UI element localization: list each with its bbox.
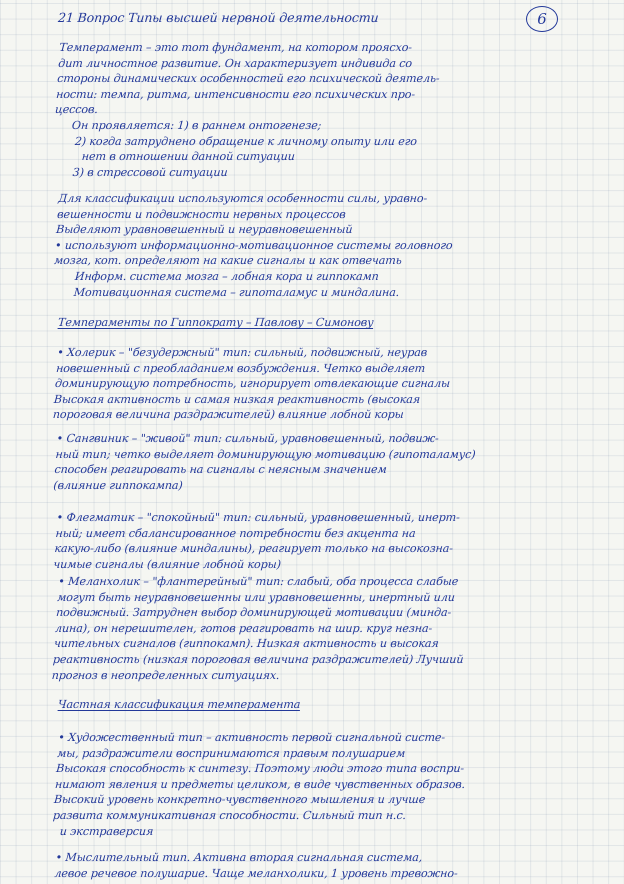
text-line: 2) когда затруднено обращение к личному опыту или его: [74, 134, 418, 148]
text-line: • Холерик – "безудержный" тип: сильный, подвижный, неурав: [56, 346, 428, 359]
text-line: новешенный с преобладанием возбуждения. Четко выделяет: [55, 361, 426, 375]
text-line: ный тип; четко выделяет доминирующую мотивацию (гипоталамус): [55, 447, 476, 461]
text-line: чимые сигналы (влияние лобной коры): [52, 557, 282, 571]
text-block: [0, 510, 624, 572]
text-line: Он проявляется: 1) в раннем онтогенезе;: [71, 118, 322, 132]
text-line: ности: темпа, ритма, интенсивности его психических про-: [55, 87, 416, 101]
text-line: • Флегматик – "спокойный" тип: сильный, уравновешенный, инерт-: [56, 511, 461, 524]
text-block: [0, 697, 624, 713]
text-line: мозга, кот. определяют на какие сигналы и как отвечать: [53, 254, 403, 268]
section-heading: Частная классификация темперамента: [57, 698, 301, 711]
text-line: Темперамент – это тот фундамент, на котором проясхо-: [58, 41, 413, 54]
text-line: (влияние гиппокампа): [52, 478, 184, 492]
text-line: вешенности и подвижности нервных процессов: [56, 207, 347, 221]
text-line: подвижный. Затруднен выбор доминирующей мотивации (минда-: [55, 606, 452, 620]
text-line: Высокая активность и самая низкая реактивность (высокая: [53, 392, 421, 406]
text-line: • Меланхолик – "флантерейный" тип: слабый, оба процесса слабые: [57, 575, 459, 588]
text-line: • Художественный тип – активность первой сигнальной систе-: [57, 731, 446, 744]
text-line: Выделяют уравновешенный и неуравновешенный: [55, 223, 353, 237]
text-line: стороны динамических особенностей его психической деятель-: [56, 72, 440, 86]
text-line: лина), он нерешителен, готов реагировать на шир. круг незна-: [54, 621, 433, 635]
text-line: чительных сигналов (гиппокамп). Низкая активность и высокая: [53, 637, 440, 651]
text-line: Для классификации используются особенности силы, уравно-: [57, 192, 428, 205]
text-line: • используют информационно-мотивационное системы головного: [54, 238, 453, 252]
text-line: прогноз в неопределенных ситуациях.: [51, 668, 280, 682]
text-line: Высокая способность к синтезу. Поэтому люди этого типа воспри-: [55, 762, 465, 776]
text-line: способен реагировать на сигналы с неясным значением: [54, 463, 388, 477]
text-line: • Мыслительный тип. Активна вторая сигнальная система,: [55, 851, 423, 864]
text-line: Высокий уровень конкретно-чувственного мышления и лучше: [53, 793, 426, 807]
text-line: и экстраверсия: [59, 824, 154, 838]
text-line: ный; имеет сбалансированное потребности без акцента на: [55, 526, 416, 540]
text-line: нимают явления и предметы целиком, в виде чувственных образов.: [54, 777, 466, 791]
text-block: [0, 191, 624, 300]
text-line: нет в отношении данной ситуации: [81, 150, 296, 164]
text-line: Мотивационная система – гипоталамус и миндалина.: [73, 285, 400, 299]
text-line: пороговая величина раздражителей) влияние лобной коры: [52, 408, 405, 422]
text-line: дит личностное развитие. Он характеризует индивида со: [57, 56, 413, 70]
text-line: реактивность (низкая пороговая величина раздражителей) Лучший: [52, 652, 464, 666]
text-block: [0, 345, 624, 423]
text-block: [0, 315, 624, 331]
text-line: мы, раздражители воспринимаются правым полушарием: [56, 746, 406, 760]
page-title: 21 Вопрос Типы высшей нервной деятельности: [57, 10, 380, 25]
text-block: [0, 431, 624, 493]
text-block: [0, 574, 624, 683]
text-line: • Сангвиник – "живой" тип: сильный, уравновешенный, подвиж-: [56, 432, 440, 445]
text-line: какую-либо (влияние миндалины), реагирует только на высокозна-: [54, 542, 454, 556]
page-number: 6: [526, 6, 558, 32]
text-block: [0, 850, 624, 881]
text-line: Информ. система мозга – лобная кора и гиппокамп: [74, 269, 380, 283]
text-line: цессов.: [54, 103, 99, 117]
text-line: 3) в стрессовой ситуации: [72, 165, 229, 179]
text-line: развита коммуникативная способности. Сильный тип н.с.: [52, 808, 407, 822]
text-line: доминирующую потребность, игнорирует отвлекающие сигналы: [54, 377, 451, 391]
text-block: [0, 730, 624, 839]
text-line: могут быть неуравновешенны или уравновешенны, инертный или: [56, 590, 456, 604]
section-heading: Темпераменты по Гиппократу – Павлову – Симонову: [57, 316, 374, 329]
text-block: [0, 40, 624, 180]
text-line: левое речевое полушарие. Чаще меланхолики, 1 уровень тревожно-: [54, 866, 459, 880]
